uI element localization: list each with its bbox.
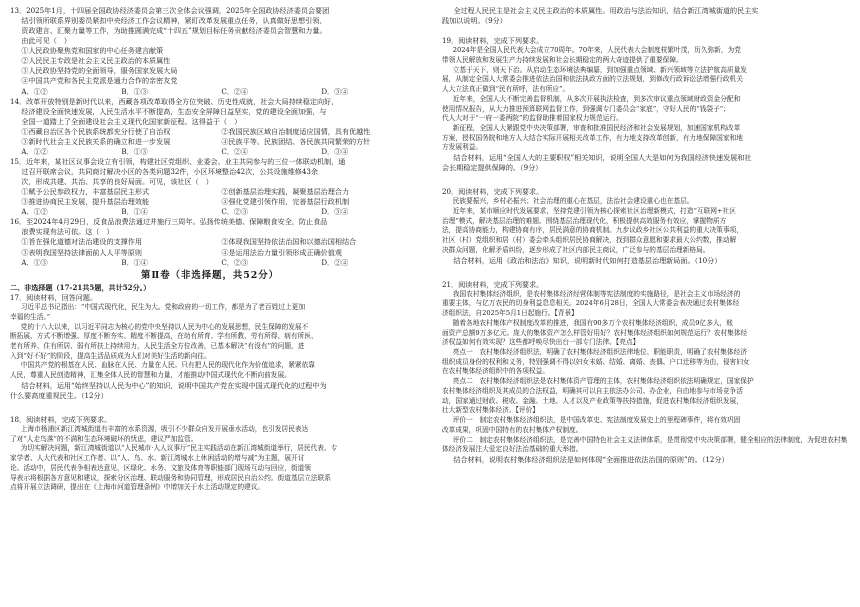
q19-material-11: 方发展利益。 bbox=[442, 143, 483, 152]
question-15 bbox=[10, 157, 410, 217]
part-2-heading: 二、非选择题（17-21共5题，共计52分。） bbox=[10, 282, 151, 292]
question-20 bbox=[442, 187, 850, 265]
q15-option-b: B．①④ bbox=[121, 207, 148, 217]
q17-material-7: 中国共产党的根基在人民、血脉在人民、力量在人民。只有把人民的现代化作为价值追求，紧紧依靠 bbox=[20, 361, 315, 370]
q21-material-3: 济组织法，自2025年5月1日起施行。【背景】 bbox=[442, 309, 578, 318]
q19-material-3: 立基于天下，则天下治。从启动生态环境法典编纂，到加强重点领域、新兴领域等立法护航高质量发 bbox=[452, 65, 747, 74]
q16-option-d: D．②④ bbox=[321, 257, 349, 267]
q16-stem-1: 16．至2024年4月29日，反食品浪费法通过并施行三周年。弘扬传统美德、保障粮食安全，防止食品 bbox=[10, 217, 328, 227]
q14-stem-1: 14．改革开放特别是新时代以来，西藏各项改革取得全方位突破、历史性成就，社会大局持续稳定向好， bbox=[10, 96, 339, 106]
q21-material-14: 评价一 制定农村集体经济组织法，是中国改革史、宪法制度发展史上的里程碑事件，将有效巩固 bbox=[452, 416, 741, 425]
q17-head: 17．阅读材料，回答问题。 bbox=[10, 293, 98, 303]
q18-material-1: 上海市杨浦区新江湾城街道有丰富的水系资源，吸引不少群众自发开展垂水活动，也引发居民表达 bbox=[20, 425, 309, 434]
q14-stem-3: 全国一道踏上了全面建设社会主义现代化国家新征程。这得益于（ ） bbox=[21, 116, 242, 126]
q16-option-a: A．①③ bbox=[21, 257, 48, 267]
q17-task-1: 结合材料，运用“始终坚持以人民为中心”的知识，说明中国共产党在实现中国式现代化的过程中为 bbox=[21, 380, 327, 390]
question-18-task bbox=[442, 6, 850, 26]
q20-material-3: 治理”模式，解决基层治理的难题。围绕基层治理现代化，积极提供高效服务有效应，掌握物质方 bbox=[442, 216, 727, 225]
q17-material-2: 幸福的生活。” bbox=[10, 312, 51, 321]
q13-option-a: A．①② bbox=[21, 86, 48, 96]
q15-items bbox=[10, 187, 410, 207]
q21-material-7: 亮点一 农村集体经济组织法，明确了农村集体经济组织法律地位、职能职责，明确了农村集体经济 bbox=[452, 348, 747, 357]
q18-material-3: 为切实解决问题，新江湾城街道以“人民城市·人人议事厅”民主实践活动在新江湾城街道举行，居民代表、专 bbox=[20, 444, 338, 453]
q20-task: 结合材料，运用《政治和法治》知识，说明新时代如何打造基层治理新局面。（10分） bbox=[453, 255, 722, 265]
q21-material-17: 体经济发展注大爱定良好法治基础的重大举措。 bbox=[442, 445, 583, 454]
q19-material-5: 人大立法真正做到“民有所呼，法有所应”。 bbox=[442, 85, 570, 94]
q13-option-b: B．①③ bbox=[121, 86, 148, 96]
q16-items bbox=[10, 237, 410, 257]
q13-stem-4: 由此可见（ ） bbox=[21, 36, 72, 46]
q16-option-b: B．①④ bbox=[121, 257, 148, 267]
q19-material-9: 新征程，全国人大紧跟党中央决策部署，审查和批准国民经济和社会发展规划，加速国家机构改革 bbox=[452, 123, 741, 132]
q13-stem-3: 资政建言、汇聚力量等工作，为助推圆满完成“十四五”规划目标任务贡献经济委员会智慧和力量。 bbox=[21, 26, 327, 36]
q14-items bbox=[10, 127, 410, 147]
q15-stem-2: 过召开联席会议，共同商讨解决小区的各类问题32件，小区环境整治42次，公共设施维修43余 bbox=[21, 167, 318, 176]
q13-item-2: ②人民民主专政是社会主义民主政治的本质属性 bbox=[21, 56, 171, 66]
q18-task-1: 全过程人民民主是社会主义民主政治的本质属性。用政治与法治知识，结合新江湾城街道的民主实 bbox=[453, 6, 759, 15]
q17-task-2: 什么要高度重视民生。（12分） bbox=[10, 390, 108, 400]
q14-options bbox=[10, 147, 410, 157]
q20-material-4: 法，提高协商能力，构建协商有序，居民满意的协商机制。九步议政乡社区公共利益的重大决策事项， bbox=[442, 226, 743, 235]
q16-item-2: ②体现我国坚持依法治国和以德治国相结合 bbox=[221, 237, 357, 247]
q19-task-1: 结合材料，运用“全国人大的主要职权”相关知识，说明全国人大是如何为我国经济快速发展和社 bbox=[453, 153, 752, 163]
q14-item-1: ①西藏自治区各个民族系统都充分行使了自治权 bbox=[21, 126, 171, 136]
q18-material-2: 了对“人走鸟落”的不满和生态环境破坏的忧虑，建议严加监管。 bbox=[10, 434, 198, 443]
q20-material-5: 社区（村）党组织和居（村）委会牵头组织居民协商解决，找到群众意愿和要求最大公约数，推动解 bbox=[442, 236, 737, 245]
q13-option-d: D．③④ bbox=[321, 86, 349, 96]
q17-material-3: 党的十八大以来，以习近平同志为核心的党中央坚持以人民为中心的发展思想，民生保障的发展不 bbox=[20, 322, 309, 331]
q15-option-d: D．③④ bbox=[321, 207, 349, 217]
q15-options bbox=[10, 207, 410, 217]
q14-option-b: B．①③ bbox=[121, 146, 148, 156]
q13-item-3: ③人民政协坚持党的全面领导，服务国家发展大局 bbox=[21, 66, 178, 76]
q18-task-2: 践加以说明。（9分） bbox=[442, 16, 507, 26]
q13-options bbox=[10, 87, 410, 97]
q21-material-15: 改革成果，巩固中国特有的农村集体产权制度。 bbox=[442, 425, 583, 434]
q13-stem-2: 结引领所联系界别委员紧扣中央经济工作会议精神，紧盯改革发展重点任务，认真做好思想引领、 bbox=[21, 16, 327, 26]
q20-head: 20．阅读材料，完成下列要求。 bbox=[442, 187, 544, 197]
q17-material-4: 断拓展、方式不断增强、厚度不断夯实、精度不断提高，在幼有所育、学有所教、劳有所得、病有所医、 bbox=[10, 332, 318, 341]
question-18 bbox=[10, 415, 410, 493]
question-13 bbox=[10, 6, 410, 97]
q19-task-2: 会长期稳定提供保障的。（9分） bbox=[442, 163, 543, 173]
q17-material-5: 老有所养、住有所居、弱有所扶上持续用力，人民生活全方位改善，已基本解决“有没有”的问题，进 bbox=[10, 341, 305, 350]
q21-material-8: 组织成员身份的权利和义务，特别强调不得以妇女未婚、结婚、离婚、丧偶、户口迁移等为由，侵害妇女 bbox=[442, 357, 750, 366]
q15-stem-3: 次，形成共建、共治、共享的良好局面。可见，该社区（ ） bbox=[21, 177, 213, 187]
q14-item-4: ④民族平等、民族团结、各民族共同繁荣的方针 bbox=[221, 136, 371, 146]
q14-option-a: A．①② bbox=[21, 146, 48, 156]
q15-item-1: ①赋予公民参政权力，丰富基层民主形式 bbox=[21, 187, 150, 197]
q21-task: 结合材料，说明农村集体经济组织法是如何体现“全面推进依法治国的原则”的。（12分） bbox=[453, 454, 729, 464]
q16-item-4: ④是运用法治力量引领形成正确价值观 bbox=[221, 247, 342, 257]
q19-material-7: 使用情况报告，从大力推进预算联网监督工作，到强调专门委员会“家底”，守好人民的“钱袋子”； bbox=[442, 104, 730, 113]
q18-material-4: 家学者、人大代表和社区工作者、以“人、鸟、水、新江湾城水上休闲活动的增与减”为主题，展开讨 bbox=[10, 454, 305, 463]
q21-head: 21．阅读材料，完成下列要求。 bbox=[442, 279, 544, 289]
q16-item-1: ①旨在强化道德对法治建设的支撑作用 bbox=[21, 237, 142, 247]
q16-option-c: C．②③ bbox=[221, 257, 249, 267]
q21-material-11: 农村集体经济组织及其成员的合法权益，明确其可以自主依法办公司、办企业，自由地参与市场竞争活 bbox=[442, 386, 743, 395]
q18-head: 18．阅读材料，完成下列要求。 bbox=[10, 414, 112, 424]
q15-option-a: A．①② bbox=[21, 207, 48, 217]
q17-material-8: 人民，尊重人民创造精神，汇集全体人民的智慧和力量，才能推动中国式现代化不断向前发展。 bbox=[10, 371, 291, 380]
q14-stem-2: 经济建设全面快速发展，人民生活水平不断提高，生态安全屏障日益坚实，党的建设全面加强，与 bbox=[21, 106, 327, 116]
q19-material-4: 展，从制定全国人大常委会推进依法治国和依法执政方面的立法规划，到修改行政诉讼法增强行政机关 bbox=[442, 75, 743, 84]
question-21 bbox=[442, 280, 850, 465]
q13-item-4: ④中国共产党和各民主党派是通力合作的亲密友党 bbox=[21, 76, 178, 86]
q19-material-2: 带领人民解放和发展生产力持续发展和社会长期稳定的两大奇迹提供了重要保障。 bbox=[442, 55, 683, 64]
q16-stem-2: 浪费实现有法可依。这（ ） bbox=[21, 227, 114, 237]
part-2-title: 第Ⅱ卷（非选择题，共52分） bbox=[140, 269, 280, 281]
q15-item-4: ④强化党建引领作用，完善基层行政机制 bbox=[221, 197, 350, 207]
q14-option-c: C．②④ bbox=[221, 146, 249, 156]
q13-item-1: ①人民政协聚焦党和国家的中心任务建言献策 bbox=[21, 46, 164, 56]
q20-material-1: 民族要振兴，乡村必振兴；社会治理的重心在基层，法治社会建设重心也在基层。 bbox=[452, 197, 694, 206]
q16-item-3: ③表明我国坚持法律面前人人平等原则 bbox=[21, 247, 142, 257]
q19-material-8: 代人大对于“一府一委两院”的监督助推着国家权力规范运行。 bbox=[442, 114, 623, 123]
q17-material-1: 习近平总书记指出：“中国式现代化，民生为大。党和政府的一切工作，都是为了老百姓过上更加 bbox=[20, 303, 306, 312]
q15-item-2: ②创新基层治理实践，凝聚基层治理合力 bbox=[221, 187, 350, 197]
q19-material-10: 方案，授权国务院和地方人大结合实际开展相关改革工作，有力地支持改革创新，有力地保障国家和地 bbox=[442, 133, 743, 142]
q15-option-c: C．②③ bbox=[221, 207, 249, 217]
q20-material-2: 近年来，某市顺应时代发展要求，坚持党建引领为核心探索社区治理新模式，打造“互联网+社区 bbox=[452, 207, 736, 215]
q19-material-1: 2024年是全国人民代表大会成立70周年。70年来，人民代表大会制度枝繁叶茂，历久弥新，为党 bbox=[452, 46, 741, 55]
q14-item-2: ②我国民族区域自治制度适应国情，具有优越性 bbox=[221, 126, 371, 136]
q21-material-4: 随着各地农村集体产权制度改革的推进，我国有90多万个农村集体经济组织，成员9亿多人，账 bbox=[452, 318, 733, 327]
q18-material-7: 点将开展立法调研，提出在《上海市河道管理条例》中增加关于水上活动规定的建议。 bbox=[10, 483, 265, 492]
q21-material-2: 重要主体，与亿万农民的切身利益息息相关。2024年6月28日，全国人大常委会表决通过农村集体经 bbox=[442, 299, 740, 308]
q18-material-6: 导表示将根据各方意见和建议，探索分区治理、联动服务和协同管理，形成居民自治公约。街道基层立法联系 bbox=[10, 473, 331, 482]
q16-options bbox=[10, 258, 410, 268]
q17-material-6: 入到“好不好”的阶段，提高生活品质成为人们对美好生活的新向往。 bbox=[10, 351, 211, 360]
q19-head: 19．阅读材料，完成下列要求。 bbox=[442, 36, 544, 46]
q21-material-1: 我国农村集体经济组织，是农村集体经济经营体制等宪法制度的实施路径，是社会主义市场经济的 bbox=[452, 289, 741, 298]
q21-material-16: 评价二 制定农村集体经济组织法，是完善中国特色社会主义法律体系，是贯彻党中央决策部署，健全相应的法律制度，为促进农村集 bbox=[452, 435, 848, 444]
right-column bbox=[442, 6, 850, 465]
q21-material-12: 动，国家通过财政、税收、金融、土地、人才以及产业政策等扶持措施，促进农村集体经济组织发展， bbox=[442, 396, 743, 405]
q21-material-6: 济权益如何有效实现？这些都呼唤尽快出台一部专门法律。【亮点】 bbox=[442, 338, 640, 347]
q21-material-9: 在农村集体经济组织中的各项权益。 bbox=[442, 367, 549, 376]
q18-material-5: 论。活动中，居民代表争相表达意见，区绿化、水务、文旅及体育等职能部门现场互动与回应，街道领 bbox=[10, 463, 311, 472]
q20-material-6: 决群众问题，化解矛盾纠纷，逐步形成了社区内部民主商议，广泛参与的基层治理新格局。 bbox=[442, 245, 710, 254]
question-14 bbox=[10, 97, 410, 157]
q19-material-6: 近年来，全国人大不断完善监督机制，从多次开展执法检查，到多次审议重点领域财政资金分配和 bbox=[452, 94, 741, 103]
q15-item-3: ③推进协商民主发展，提升基层治理效能 bbox=[21, 197, 150, 207]
q13-option-c: C．②④ bbox=[221, 86, 249, 96]
left-column bbox=[10, 6, 410, 493]
q21-material-5: 面资产总额9万多亿元。庞大的集体资产怎么样管好用好？农村集体经济组织如何规范运行？农村集体经 bbox=[442, 328, 748, 337]
q21-material-10: 亮点二 农村集体经济组织法是农村集体资产管理的主体，农村集体经济组织依法明确规定，国家保护 bbox=[452, 377, 754, 386]
q13-stem-1: 13．2025年1月，十四届全国政协经济委员会第三次全体会议强调，2025年全国政协经济委员会要团 bbox=[10, 6, 330, 15]
question-17 bbox=[10, 293, 410, 401]
q21-material-13: 壮大新型农村集体经济。【评价】 bbox=[442, 406, 539, 415]
q14-item-3: ③新时代社会主义民族关系的确立和进一步发展 bbox=[21, 136, 171, 146]
q15-stem-1: 15．近年来，某社区议事会设立有引领，构建社区党组织、业委会、业主共同参与的三位一体联动机制，通 bbox=[10, 156, 346, 166]
question-16 bbox=[10, 217, 410, 267]
question-19 bbox=[442, 36, 850, 173]
q14-option-d: D．③④ bbox=[321, 146, 349, 156]
